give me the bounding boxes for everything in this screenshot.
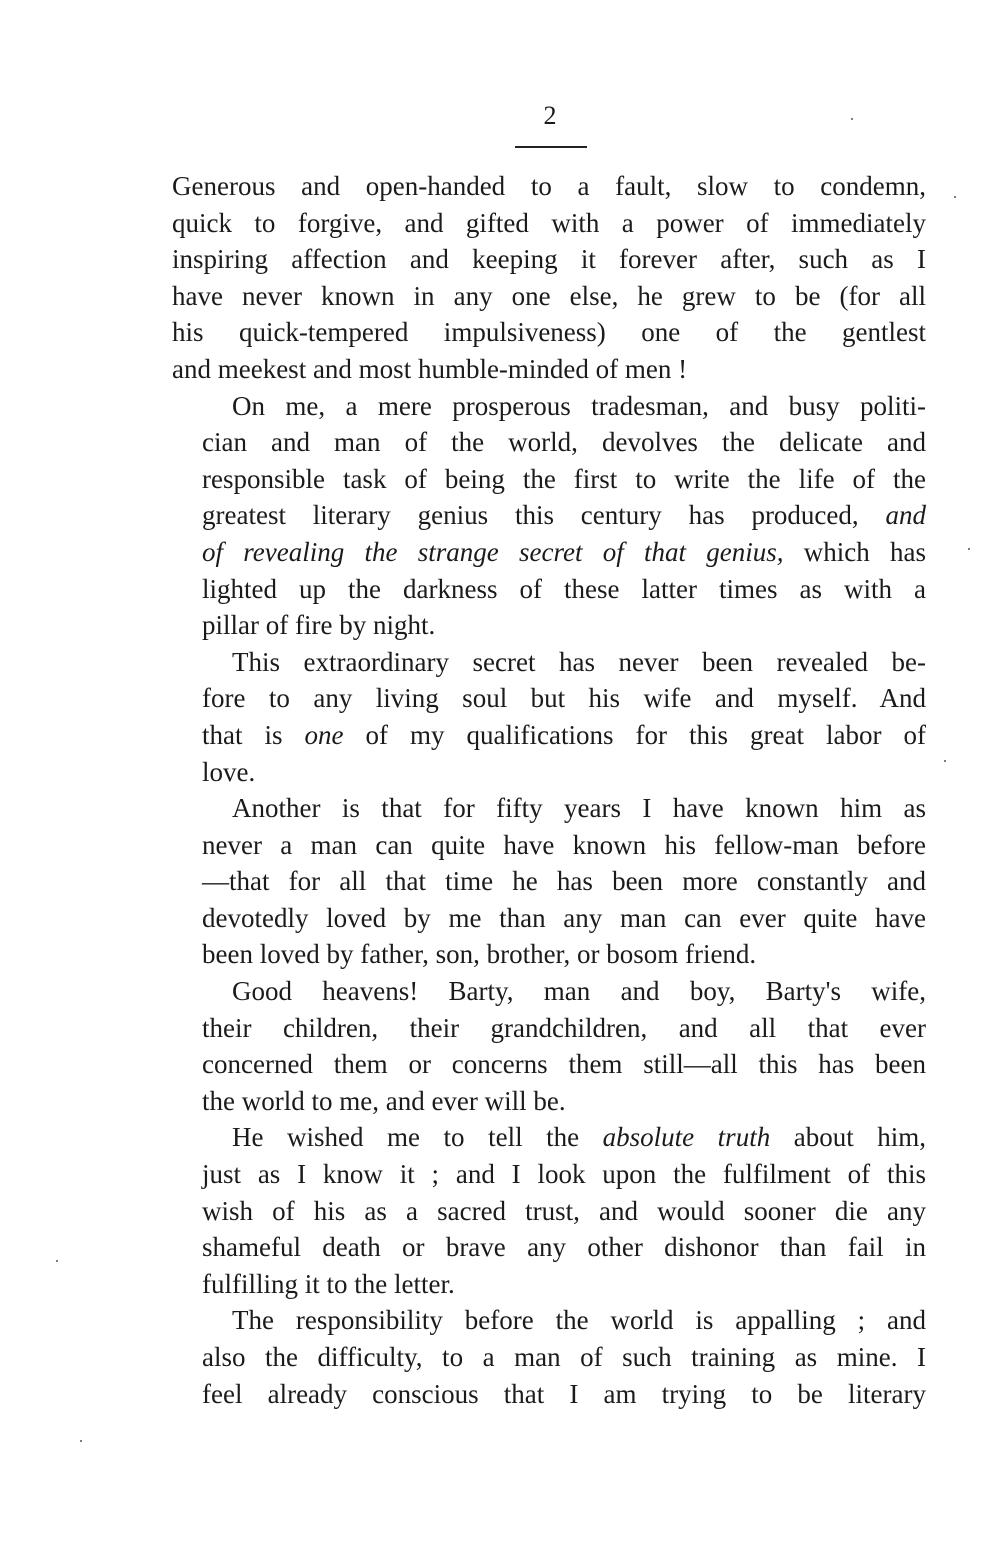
text-line: quick to forgive, and gifted with a power of immediately [172, 207, 926, 238]
text-line: their children, their grandchildren, and all that ever [202, 1012, 926, 1043]
italic-run: absolute truth [602, 1122, 771, 1153]
text-line: the world to me, and ever will be. [202, 1085, 566, 1116]
text-line: cian and man of the world, devolves the delicate and [202, 427, 926, 458]
italic-run: of revealing the strange secret of that genius, [202, 536, 784, 567]
text-line [172, 1119, 926, 1156]
paragraph [172, 1119, 926, 1302]
paragraph [172, 644, 926, 790]
text-line: his quick-tempered impulsiveness) one of the gentlest [172, 317, 926, 348]
italic-run: and [885, 500, 927, 531]
text-line: shameful death or brave any other dishonor than fail in [202, 1232, 926, 1263]
text-line: The responsibility before the world is appalling ; and [232, 1305, 926, 1336]
text-line: responsible task of being the first to write the life of the [202, 463, 926, 494]
text-line [172, 497, 926, 534]
scan-speck [968, 548, 970, 550]
text-line: inspiring affection and keeping it forever after, such as I [172, 244, 926, 275]
scan-speck [56, 1260, 58, 1262]
text-line: Another is that for fifty years I have known him as [232, 793, 926, 824]
text-run: that is [202, 719, 283, 750]
text-line: Good heavens! Barty, man and boy, Barty's wife, [232, 976, 926, 1007]
paragraph [172, 1302, 926, 1412]
text-line: pillar of fire by night. [202, 610, 436, 641]
text-line: been loved by father, son, brother, or bosom friend. [202, 939, 757, 970]
text-line: fore to any living soul but his wife and myself. And [202, 683, 926, 714]
text-line: fulfilling it to the letter. [202, 1268, 455, 1299]
text-run: about him, [793, 1122, 927, 1153]
text-run: greatest literary genius this century has produced, [202, 500, 859, 531]
body-text [172, 168, 926, 1412]
text-line [172, 534, 926, 571]
text-line: never a man can quite have known his fellow-man before [202, 829, 926, 860]
text-line: Generous and open-handed to a fault, slow to condemn, [172, 171, 926, 201]
text-line: devotedly loved by me than any man can ever quite have [202, 902, 926, 933]
text-line: wish of his as a sacred trust, and would sooner die any [202, 1195, 926, 1226]
text-line: feel already conscious that I am trying to be literary [202, 1378, 926, 1409]
page-number: 2 [543, 101, 557, 130]
paragraph [172, 168, 926, 388]
scan-speck [954, 196, 956, 198]
text-run: which has [803, 536, 926, 567]
text-run: He wished me to tell the [232, 1122, 580, 1153]
text-line: and meekest and most humble-minded of men ! [172, 353, 688, 384]
text-line [172, 717, 926, 754]
text-line: —that for all that time he has been more constantly and [202, 866, 926, 897]
text-line: have never known in any one else, he grew to be (for all [172, 280, 926, 311]
text-line: concerned them or concerns them still—all this has been [202, 1049, 926, 1080]
paragraph [172, 388, 926, 644]
header-rule [515, 146, 587, 148]
text-line: lighted up the darkness of these latter times as with a [202, 573, 926, 604]
text-run: of my qualifications for this great labor of [365, 719, 927, 750]
text-line: also the difficulty, to a man of such training as mine. I [202, 1342, 926, 1372]
paragraph [172, 790, 926, 973]
scan-speck [80, 1440, 82, 1442]
italic-run: one [304, 719, 344, 750]
text-line: On me, a mere prosperous tradesman, and busy politi- [232, 390, 926, 421]
text-line: This extraordinary secret has never been revealed be- [232, 646, 926, 677]
scan-speck [944, 760, 946, 762]
paragraph [172, 973, 926, 1119]
text-line: just as I know it ; and I look upon the fulfilment of this [202, 1159, 926, 1190]
text-line: love. [202, 756, 256, 787]
scan-speck [851, 118, 853, 120]
